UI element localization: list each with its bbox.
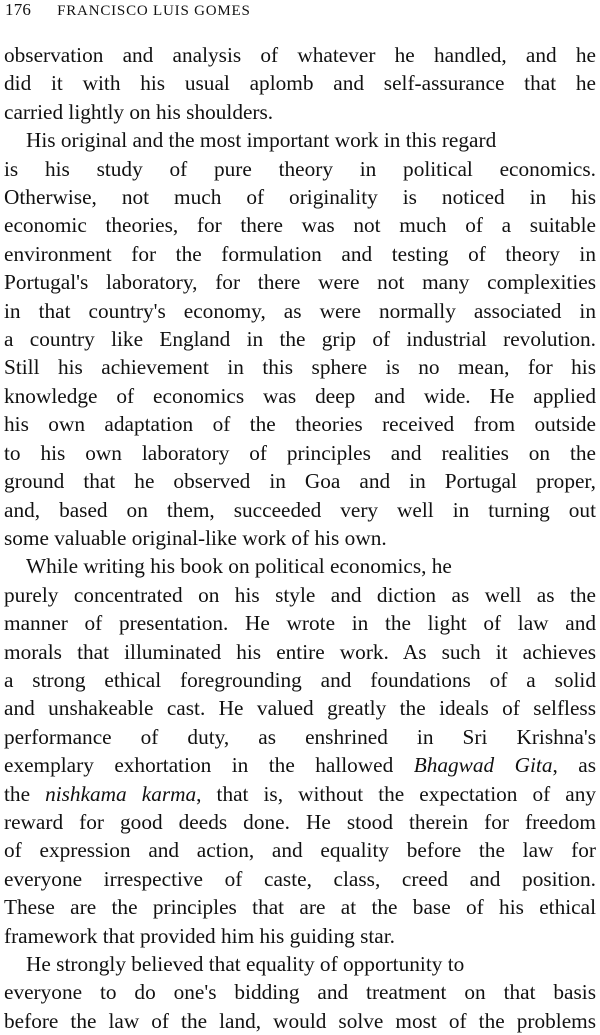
text-line: some valuable original-like work of his own.: [4, 525, 387, 550]
text-line: and, based on them, succeeded very well in turning out: [4, 497, 596, 522]
text-line: observation and analysis of whatever he handled, and he: [4, 43, 596, 67]
text-line: everyone irrespective of caste, class, creed and position.: [4, 866, 596, 891]
italic-title: Bhagwad Gita: [413, 753, 553, 778]
text-line: performance of duty, as enshrined in Sri Krishna's: [4, 724, 596, 749]
text-line: framework that provided him his guiding star.: [4, 923, 395, 948]
page-number: 176: [5, 0, 32, 19]
text-line: everyone to do one's bidding and treatment on that basis: [4, 980, 596, 1005]
text-line: He strongly believed that equality of opportunity to: [26, 952, 465, 976]
text-line: is his study of pure theory in political economics.: [4, 156, 596, 181]
text-line: in that country's economy, as were normally associated in: [4, 298, 596, 323]
text-line: before the law of the land, would solve most of the problems: [4, 1008, 596, 1033]
text-line: environment for the formulation and testing of theory in: [4, 241, 596, 266]
text-line: knowledge of economics was deep and wide. He applied: [4, 383, 596, 408]
paragraph-4: [4, 950, 596, 1035]
text-line: Portugal's laboratory, for there were not many complexities: [4, 270, 596, 295]
text-line: and unshakeable cast. He valued greatly the ideals of selfless: [4, 696, 596, 721]
paragraph-3: [4, 552, 596, 950]
text-line: did it with his usual aplomb and self-assurance that he: [4, 71, 596, 96]
text-line: a country like England in the grip of industrial revolution.: [4, 327, 596, 352]
text-line: a strong ethical foregrounding and foundations of a solid: [4, 667, 596, 692]
text-line: reward for good deeds done. He stood therein for freedom: [4, 809, 596, 834]
paragraph-2: [4, 126, 596, 552]
text-line: to his own laboratory of principles and realities on the: [4, 440, 596, 465]
paragraph-1: [4, 41, 596, 126]
text-line: the nishkama karma, that is, without the expectation of any: [4, 781, 597, 806]
text-line: his own adaptation of the theories received from outside: [4, 412, 596, 437]
text-line: exemplary exhortation in the hallowed Bhagwad Gita, as: [4, 753, 596, 778]
text-line: His original and the most important work in this regard: [26, 128, 497, 153]
text-line: While writing his book on political economics, he: [26, 554, 452, 579]
text-line: morals that illuminated his entire work. As such it achieves: [4, 639, 596, 664]
text-line: purely concentrated on his style and diction as well as the: [4, 582, 596, 607]
text-line: economic theories, for there was not much of a suitable: [4, 213, 596, 238]
text-line: of expression and action, and equality before the law for: [4, 838, 596, 863]
running-title: FRANCISCO LUIS GOMES: [57, 3, 251, 19]
text-line: These are the principles that are at the base of his ethical: [4, 895, 596, 920]
page-body: [4, 41, 596, 1035]
running-header: [5, 0, 251, 34]
text-line: carried lightly on his shoulders.: [4, 99, 274, 124]
text-line: Still his achievement in this sphere is no mean, for his: [4, 355, 596, 380]
text-line: Otherwise, not much of originality is noticed in his: [4, 185, 596, 210]
text-line: ground that he observed in Goa and in Portugal proper,: [4, 469, 596, 494]
italic-term: nishkama karma: [45, 781, 197, 806]
text-line: manner of presentation. He wrote in the light of law and: [4, 611, 596, 636]
